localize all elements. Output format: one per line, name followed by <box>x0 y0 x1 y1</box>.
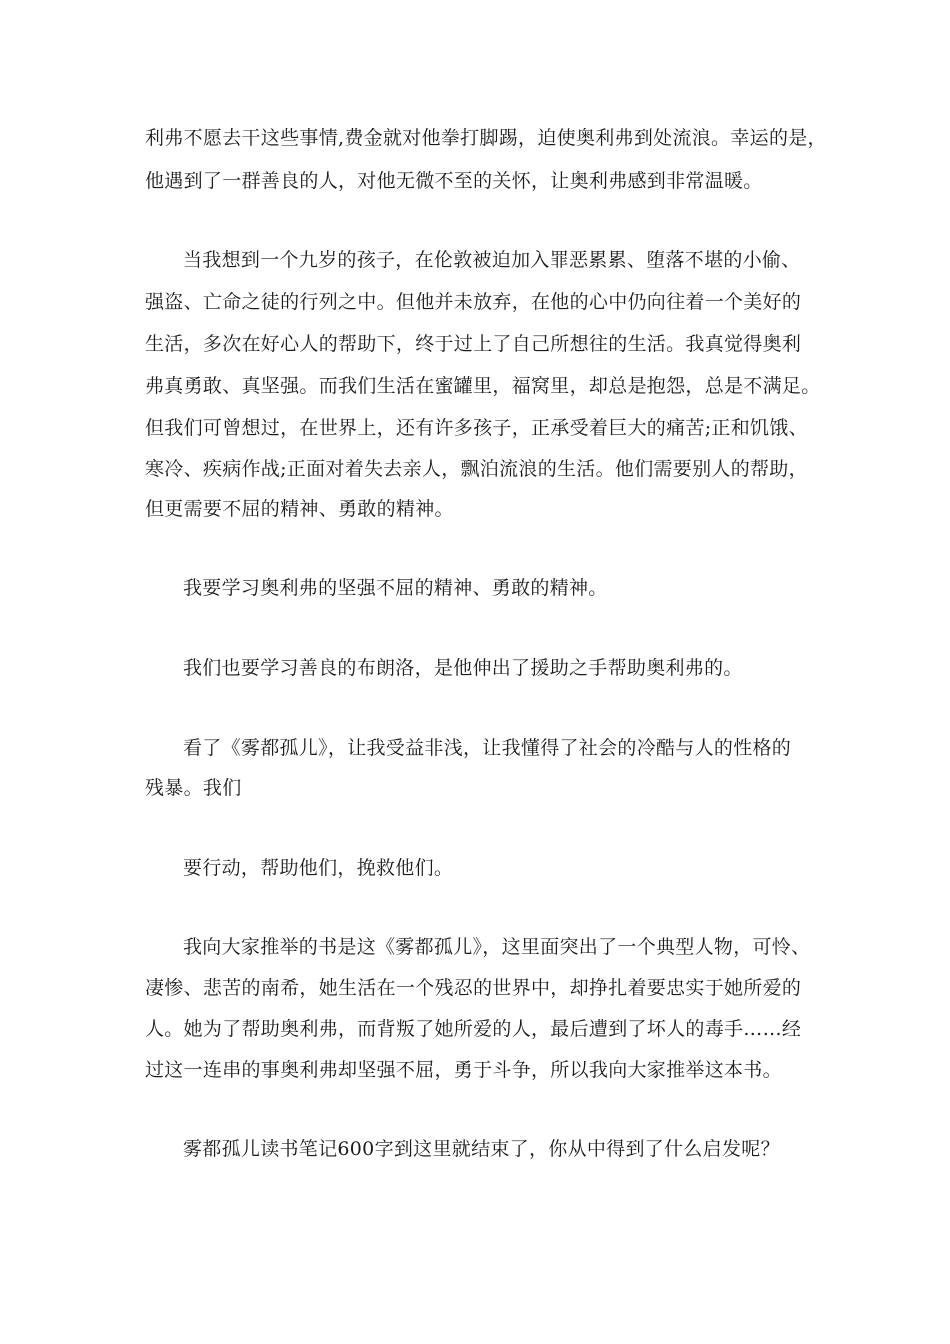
paragraph-1-line-1: 利弗不愿去干这些事情,费金就对他拳打脚踢，迫使奥利弗到处流浪。幸运的是， <box>145 127 827 149</box>
paragraph-2-line-5: 但我们可曾想过，在世界上，还有许多孩子，正承受着巨大的痛苦;正和饥饿、 <box>145 417 808 439</box>
paragraph-2-line-2: 强盗、亡命之徒的行列之中。但他并未放弃，在他的心中仍向往着一个美好的 <box>145 291 802 313</box>
paragraph-2-line-4: 弗真勇敢、真坚强。而我们生活在蜜罐里，福窝里，却总是抱怨，总是不满足。 <box>145 375 821 397</box>
paragraph-4-line-1: 我们也要学习善良的布朗洛，是他伸出了援助之手帮助奥利弗的。 <box>183 657 743 679</box>
paragraph-8-line-1: 雾都孤儿读书笔记600字到这里就结束了，你从中得到了什么启发呢？ <box>183 1138 780 1160</box>
paragraph-6-line-1: 要行动，帮助他们，挽救他们。 <box>183 857 454 879</box>
paragraph-1-line-2: 他遇到了一群善良的人，对他无微不至的关怀，让奥利弗感到非常温暖。 <box>145 170 763 192</box>
paragraph-2-line-6: 寒冷、疾病作战;正面对着失去亲人，飘泊流浪的生活。他们需要别人的帮助， <box>145 458 808 480</box>
paragraph-5-line-1: 看了《雾都孤儿》，让我受益非浅，让我懂得了社会的冷酷与人的性格的 <box>183 737 792 759</box>
paragraph-7-line-2: 凄惨、悲苦的南希，她生活在一个残忍的世界中，却挣扎着要忠实于她所爱的 <box>145 977 802 999</box>
paragraph-5-line-2: 残暴。我们 <box>145 777 242 799</box>
paragraph-2-line-1: 当我想到一个九岁的孩子，在伦敦被迫加入罪恶累累、堕落不堪的小偷、 <box>183 249 801 271</box>
paragraph-2-line-3: 生活，多次在好心人的帮助下，终于过上了自己所想往的生活。我真觉得奥利 <box>145 333 802 355</box>
paragraph-3-line-1: 我要学习奥利弗的坚强不屈的精神、勇敢的精神。 <box>183 577 608 599</box>
paragraph-7-line-1: 我向大家推举的书是这《雾都孤儿》，这里面突出了一个典型人物，可怜、 <box>183 936 811 958</box>
paragraph-7-line-4: 过这一连串的事奥利弗却坚强不屈，勇于斗争，所以我向大家推举这本书。 <box>145 1059 782 1081</box>
paragraph-2-line-7: 但更需要不屈的精神、勇敢的精神。 <box>145 498 454 520</box>
paragraph-7-line-3: 人。她为了帮助奥利弗，而背叛了她所爱的人，最后遭到了坏人的毒手……经 <box>145 1018 802 1040</box>
